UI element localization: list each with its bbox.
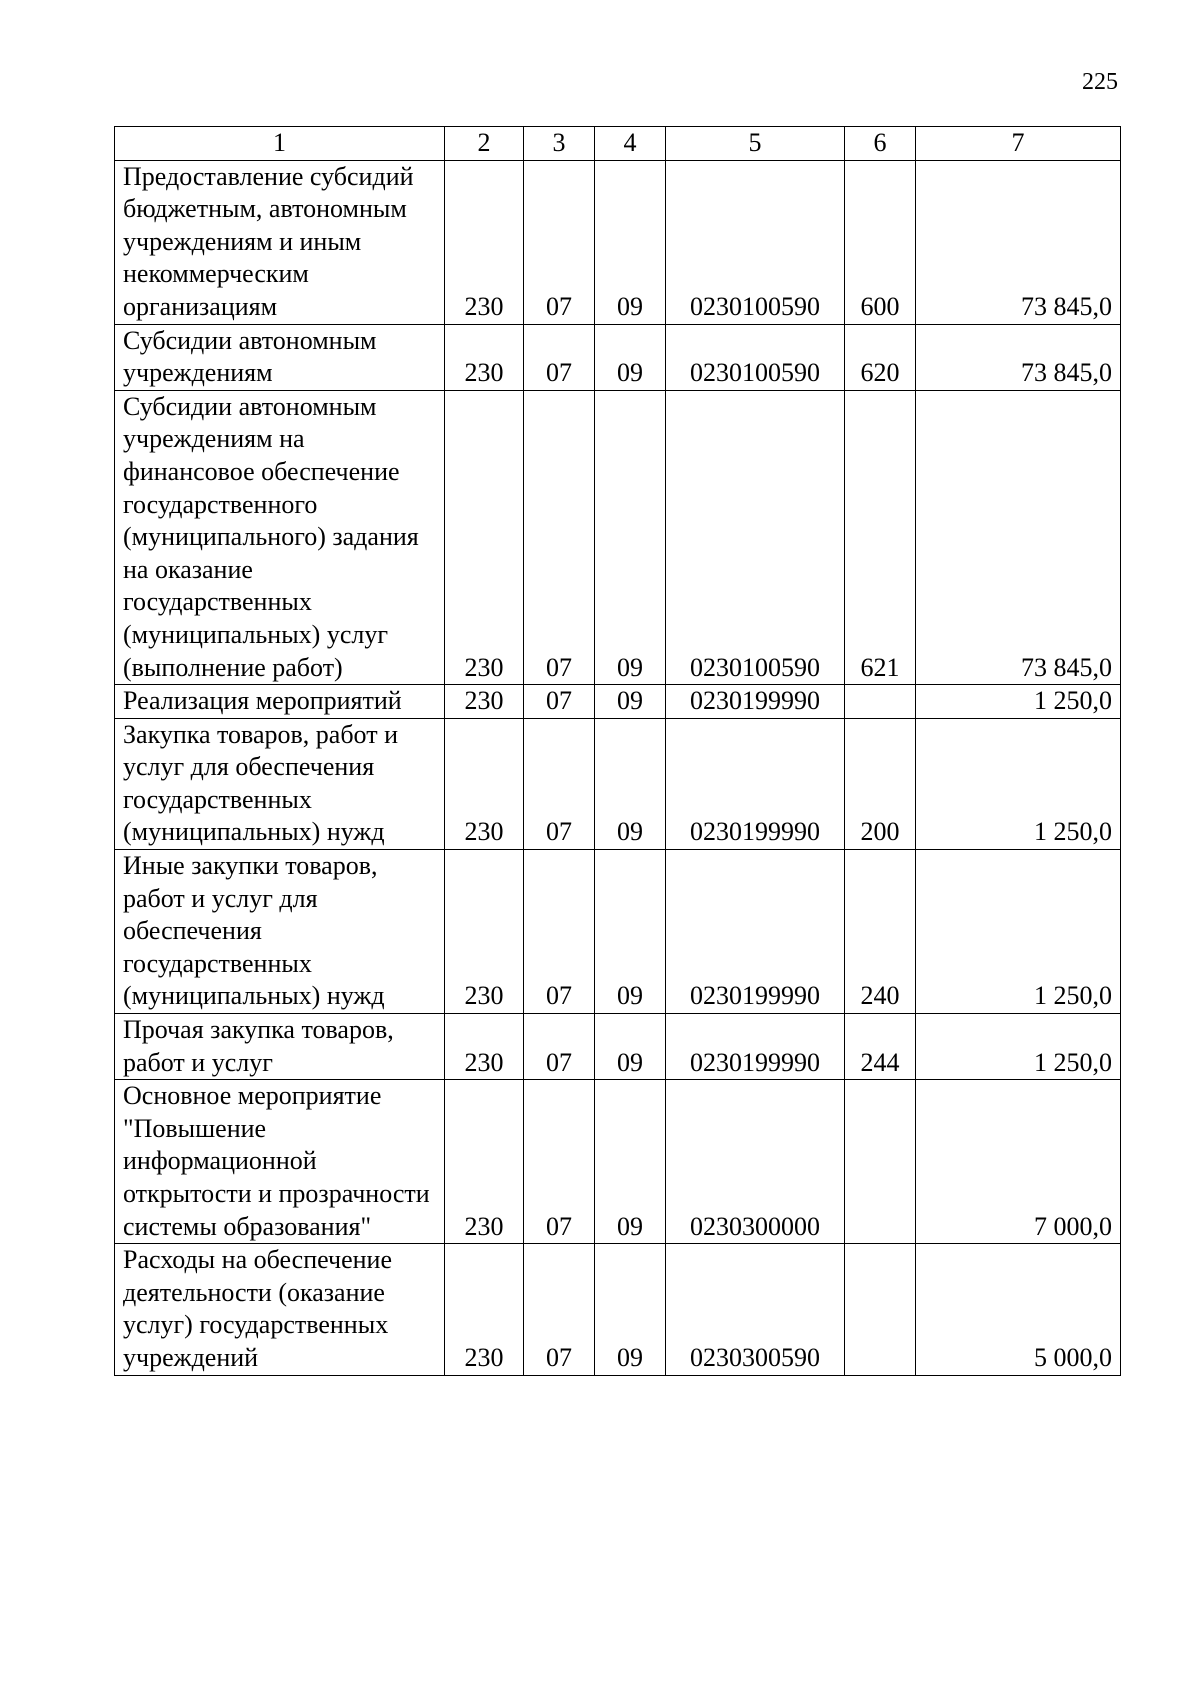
row-col-4: 09: [595, 160, 666, 324]
row-col-6: 600: [845, 160, 916, 324]
row-col-5: 0230100590: [666, 160, 845, 324]
row-col-3: 07: [524, 324, 595, 390]
table-row: [115, 324, 1121, 390]
row-col-5: 0230300000: [666, 1080, 845, 1244]
row-col-2: 230: [445, 685, 524, 719]
row-col-7: 7 000,0: [916, 1080, 1121, 1244]
row-col-7: 73 845,0: [916, 390, 1121, 684]
row-col-4: 09: [595, 850, 666, 1014]
row-col-2: 230: [445, 1014, 524, 1080]
row-col-6: 621: [845, 390, 916, 684]
table-row: [115, 1014, 1121, 1080]
row-col-2: 230: [445, 718, 524, 849]
table-row: [115, 390, 1121, 684]
row-col-2: 230: [445, 324, 524, 390]
row-name: Субсидии автономным учреждениям: [115, 324, 445, 390]
table-row: [115, 1080, 1121, 1244]
header-col-4: 4: [595, 127, 666, 161]
budget-table: [114, 126, 1121, 1376]
table-row: [115, 1244, 1121, 1375]
row-col-4: 09: [595, 1244, 666, 1375]
row-col-5: 0230100590: [666, 390, 845, 684]
row-col-4: 09: [595, 685, 666, 719]
row-col-6: [845, 685, 916, 719]
row-name: Прочая закупка товаров, работ и услуг: [115, 1014, 445, 1080]
header-col-5: 5: [666, 127, 845, 161]
table-row: [115, 160, 1121, 324]
header-col-2: 2: [445, 127, 524, 161]
row-col-3: 07: [524, 160, 595, 324]
row-col-6: 240: [845, 850, 916, 1014]
row-col-6: 200: [845, 718, 916, 849]
row-col-4: 09: [595, 390, 666, 684]
row-col-2: 230: [445, 850, 524, 1014]
row-col-3: 07: [524, 1014, 595, 1080]
row-col-4: 09: [595, 718, 666, 849]
row-name: Предоставление субсидий бюджетным, автономным учреждениям и иным некоммерческим организациям: [115, 160, 445, 324]
row-col-3: 07: [524, 718, 595, 849]
row-col-6: 620: [845, 324, 916, 390]
row-col-7: 73 845,0: [916, 160, 1121, 324]
row-col-3: 07: [524, 850, 595, 1014]
row-col-7: 5 000,0: [916, 1244, 1121, 1375]
row-col-4: 09: [595, 1080, 666, 1244]
row-name: Субсидии автономным учреждениям на финансовое обеспечение государственного (муниципального) задания на оказание государственных (муниципальных) услуг (выполнение работ): [115, 390, 445, 684]
row-col-7: 1 250,0: [916, 718, 1121, 849]
row-col-7: 73 845,0: [916, 324, 1121, 390]
row-col-6: [845, 1080, 916, 1244]
table-row: [115, 685, 1121, 719]
row-col-5: 0230199990: [666, 718, 845, 849]
row-col-3: 07: [524, 685, 595, 719]
header-col-7: 7: [916, 127, 1121, 161]
header-col-6: 6: [845, 127, 916, 161]
row-name: Иные закупки товаров, работ и услуг для обеспечения государственных (муниципальных) нужд: [115, 850, 445, 1014]
row-col-4: 09: [595, 324, 666, 390]
row-col-7: 1 250,0: [916, 850, 1121, 1014]
row-col-5: 0230199990: [666, 850, 845, 1014]
table-header-row: [115, 127, 1121, 161]
row-name: Закупка товаров, работ и услуг для обеспечения государственных (муниципальных) нужд: [115, 718, 445, 849]
table-row: [115, 850, 1121, 1014]
row-col-3: 07: [524, 390, 595, 684]
row-col-2: 230: [445, 160, 524, 324]
row-name: Основное мероприятие "Повышение информационной открытости и прозрачности системы образования": [115, 1080, 445, 1244]
row-name: Расходы на обеспечение деятельности (оказание услуг) государственных учреждений: [115, 1244, 445, 1375]
row-col-6: 244: [845, 1014, 916, 1080]
row-col-5: 0230199990: [666, 1014, 845, 1080]
row-col-5: 0230199990: [666, 685, 845, 719]
header-col-1: 1: [115, 127, 445, 161]
row-col-7: 1 250,0: [916, 1014, 1121, 1080]
row-col-2: 230: [445, 1244, 524, 1375]
row-col-4: 09: [595, 1014, 666, 1080]
row-col-5: 0230300590: [666, 1244, 845, 1375]
table-row: [115, 718, 1121, 849]
page-number: 225: [1082, 69, 1118, 95]
row-col-5: 0230100590: [666, 324, 845, 390]
row-col-7: 1 250,0: [916, 685, 1121, 719]
row-col-3: 07: [524, 1244, 595, 1375]
row-col-2: 230: [445, 390, 524, 684]
row-col-2: 230: [445, 1080, 524, 1244]
row-name: Реализация мероприятий: [115, 685, 445, 719]
header-col-3: 3: [524, 127, 595, 161]
row-col-3: 07: [524, 1080, 595, 1244]
row-col-6: [845, 1244, 916, 1375]
